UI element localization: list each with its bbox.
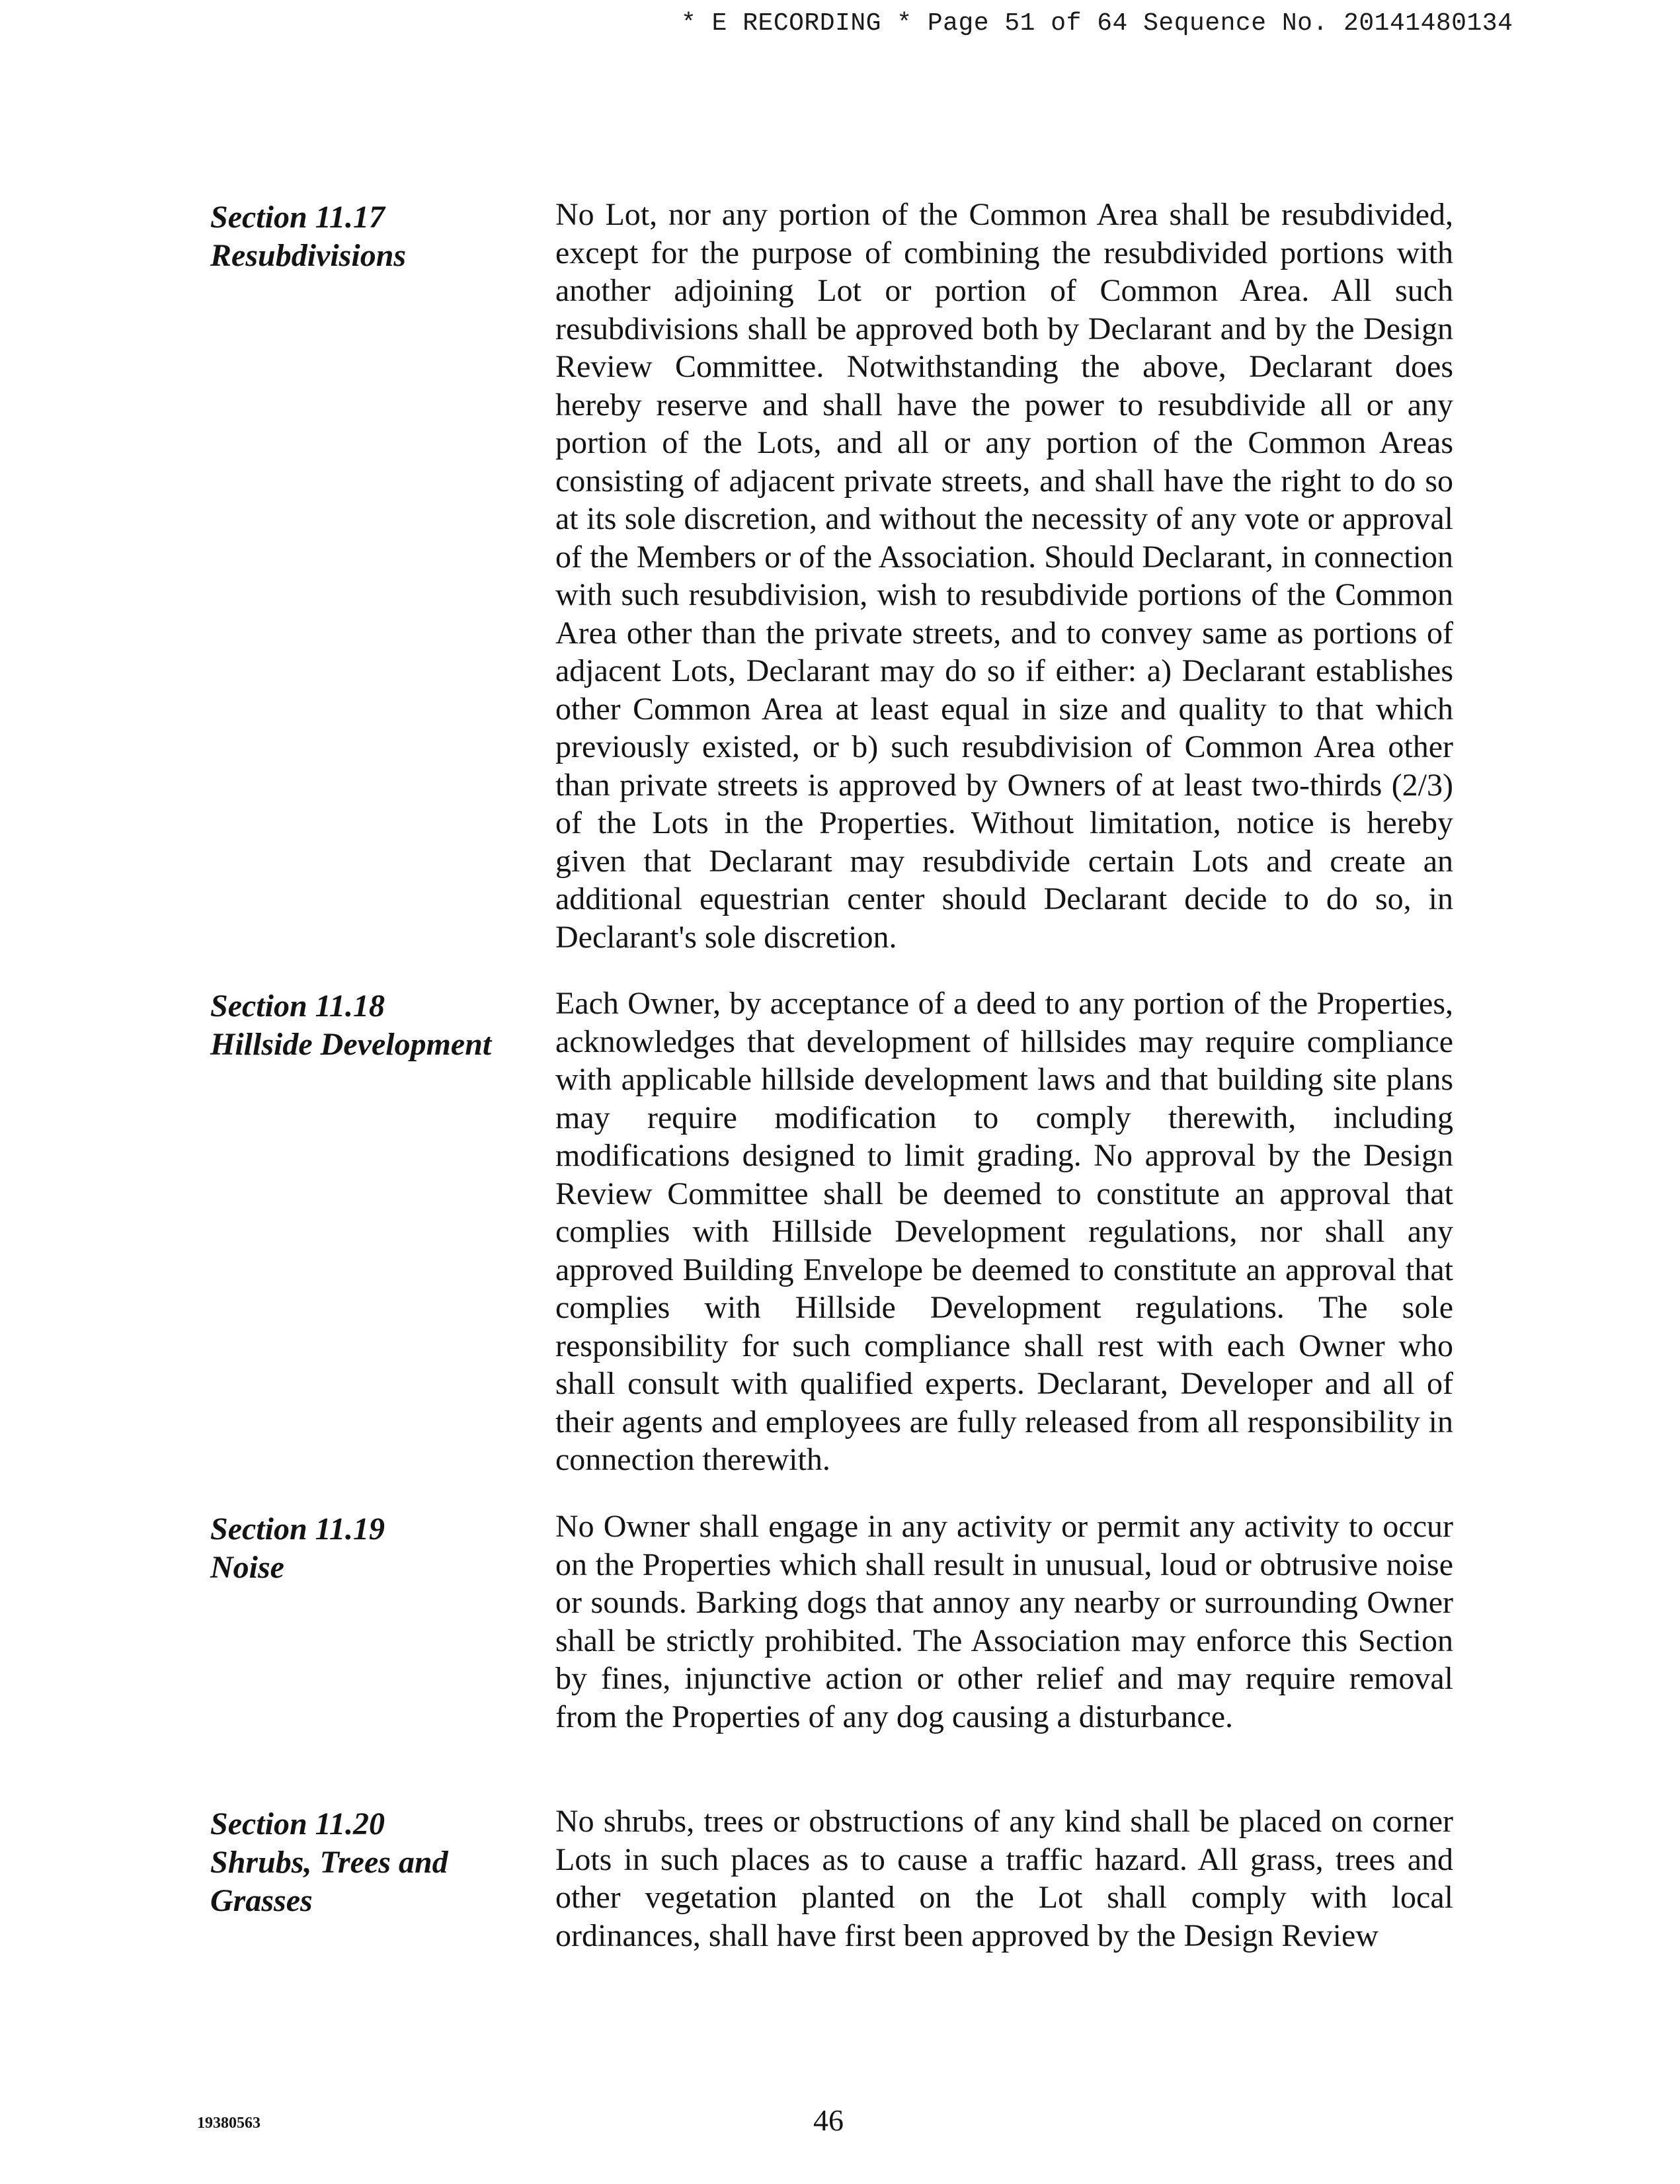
section-title: Resubdivisions — [210, 238, 407, 273]
section-title: Hillside Development — [210, 1027, 492, 1062]
page-number: 46 — [813, 2103, 844, 2137]
recording-stamp: * E RECORDING * Page 51 of 64 Sequence No. 20141480134 — [681, 9, 1513, 38]
section-heading — [210, 1805, 521, 1920]
section-body: No Lot, nor any portion of the Common Area shall be resubdivided, except for the purpose of combining the resubdivided portions with another adjoining Lot or portion of Common Area. All such resubdivisions shall be approved both by Declarant and by the Design Review Committee. Notwithstanding the above, Declarant does hereby reserve and shall have the power to resubdivide all or any portion of the Lots, and all or any portion of the Common Areas consisting of adjacent private streets, and shall have the right to do so at its sole discretion, and without the necessity of any vote or approval of the Members or of the Association. Should Declarant, in connection with such resubdivision, wish to resubdivide portions of the Common Area other than the private streets, and to convey same as portions of adjacent Lots, Declarant may do so if either: a) Declarant establishes other Common Area at least equal in size and quality to that which previously existed, or b) such resubdivision of Common Area other than private streets is approved by Owners of at least two-thirds (2/3) of the Lots in the Properties. Without limitation, notice is hereby given that Declarant may resubdivide certain Lots and create an additional equestrian center should Declarant decide to do so, in Declarant's sole discretion. — [555, 197, 1453, 955]
section-title: Noise — [210, 1550, 284, 1585]
section-number: Section 11.20 — [210, 1806, 385, 1841]
section-number: Section 11.18 — [210, 989, 385, 1024]
section-heading — [210, 198, 521, 275]
section-number: Section 11.19 — [210, 1512, 385, 1547]
document-id: 19380563 — [197, 2115, 260, 2132]
section-heading — [210, 1510, 521, 1587]
section-title: Shrubs, Trees and — [210, 1845, 448, 1880]
section-body: No Owner shall engage in any activity or permit any activity to occur on the Properties which shall result in unusual, loud or obtrusive noise or sounds. Barking dogs that annoy any nearby or surrounding Owner shall be strictly prohibited. The Association may enforce this Section by fines, injunctive action or other relief and may require removal from the Properties of any dog causing a disturbance. — [555, 1509, 1453, 1734]
section-title-continued: Grasses — [210, 1883, 313, 1918]
section-heading — [210, 987, 521, 1064]
section-number: Section 11.17 — [210, 200, 385, 235]
section-body: Each Owner, by acceptance of a deed to any portion of the Properties, acknowledges that development of hillsides may require compliance with applicable hillside development laws and that building site plans may require modification to comply therewith, including modifications designed to limit grading. No approval by the Design Review Committee shall be deemed to constitute an approval that complies with Hillside Development regulations, nor shall any approved Building Envelope be deemed to constitute an approval that complies with Hillside Development regulations. The sole responsibility for such compliance shall rest with each Owner who shall consult with qualified experts. Declarant, Developer and all of their agents and employees are fully released from all responsibility in connection therewith. — [555, 986, 1453, 1477]
section-body: No shrubs, trees or obstructions of any kind shall be placed on corner Lots in such places as to cause a traffic hazard. All grass, trees and other vegetation planted on the Lot shall comply with local ordinances, shall have first been approved by the Design Review — [555, 1804, 1453, 1953]
